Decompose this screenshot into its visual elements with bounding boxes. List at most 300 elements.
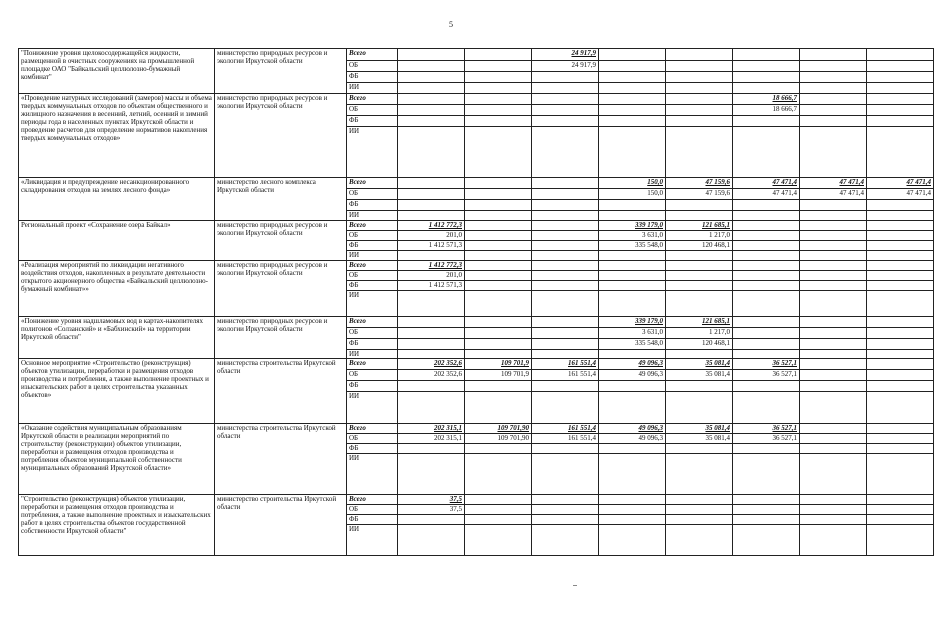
amount-cell [733, 339, 800, 350]
amount-cell [867, 454, 934, 495]
amount-cell [465, 211, 532, 221]
amount-cell [599, 515, 666, 525]
amount-cell: 35 081,4 [666, 424, 733, 434]
amount-cell [465, 241, 532, 251]
amount-cell [532, 178, 599, 189]
amount-cell [599, 61, 666, 72]
amount-cell: 1 217,0 [666, 231, 733, 241]
amount-cell [465, 505, 532, 515]
amount-cell [800, 328, 867, 339]
amount-cell: 161 551,4 [532, 424, 599, 434]
amount-cell [599, 381, 666, 392]
table-row [19, 424, 934, 434]
amount-cell [398, 211, 465, 221]
amount-cell [800, 525, 867, 556]
amount-cell [599, 392, 666, 424]
funding-source: ФБ [347, 515, 398, 525]
event-description: "Понижение уровня щелокосодержащейся жидкости, размещенной в очистных сооружениях на промышленной площадке ОАО "Байкальский целлюлозно-бумажный комбинат" [19, 49, 215, 94]
amount-cell: 202 315,1 [398, 434, 465, 444]
amount-cell [867, 370, 934, 381]
amount-cell: 36 527,1 [733, 370, 800, 381]
amount-cell [599, 281, 666, 291]
funding-source: ИИ [347, 525, 398, 556]
event-description: Основное мероприятие «Строительство (реконструкция) объектов утилизации, переработки и размещения отходов производства и потребления, а также выполнение проектных и изыскательских работ в целях строительства указанных объектов» [19, 359, 215, 424]
funding-source: ИИ [347, 291, 398, 317]
amount-cell [733, 328, 800, 339]
amount-cell [733, 350, 800, 359]
funding-source: Всего [347, 49, 398, 61]
amount-cell [800, 49, 867, 61]
amount-cell [867, 251, 934, 261]
table-row [19, 317, 934, 328]
amount-cell: 47 471,4 [800, 189, 867, 200]
amount-cell [398, 49, 465, 61]
amount-cell [666, 94, 733, 105]
amount-cell: 202 352,6 [398, 359, 465, 370]
table-row [19, 94, 934, 105]
amount-cell: 121 685,1 [666, 317, 733, 328]
amount-cell [465, 127, 532, 178]
amount-cell [532, 72, 599, 83]
amount-cell [867, 231, 934, 241]
amount-cell: 47 471,4 [733, 189, 800, 200]
amount-cell [867, 221, 934, 231]
amount-cell [867, 49, 934, 61]
amount-cell [532, 317, 599, 328]
amount-cell [867, 381, 934, 392]
amount-cell [666, 61, 733, 72]
amount-cell [800, 127, 867, 178]
amount-cell: 109 701,9 [465, 359, 532, 370]
amount-cell [599, 505, 666, 515]
amount-cell [599, 350, 666, 359]
amount-cell [599, 127, 666, 178]
funding-source: ИИ [347, 127, 398, 178]
amount-cell: 109 701,9 [465, 370, 532, 381]
amount-cell [398, 94, 465, 105]
amount-cell: 339 179,0 [599, 317, 666, 328]
amount-cell: 36 527,1 [733, 434, 800, 444]
amount-cell [800, 61, 867, 72]
amount-cell [666, 211, 733, 221]
funding-source: ОБ [347, 328, 398, 339]
amount-cell [599, 49, 666, 61]
amount-cell [733, 515, 800, 525]
amount-cell [465, 200, 532, 211]
amount-cell [867, 94, 934, 105]
amount-cell [867, 281, 934, 291]
amount-cell: 1 217,0 [666, 328, 733, 339]
amount-cell: 36 527,1 [733, 424, 800, 434]
amount-cell [800, 94, 867, 105]
amount-cell [867, 261, 934, 271]
table-row [19, 221, 934, 231]
amount-cell [733, 525, 800, 556]
responsible-executor: министерства строительства Иркутской области [215, 424, 347, 495]
amount-cell [599, 105, 666, 116]
amount-cell [532, 505, 599, 515]
amount-cell [532, 381, 599, 392]
amount-cell [733, 221, 800, 231]
amount-cell [398, 178, 465, 189]
responsible-executor: министерство строительства Иркутской области [215, 495, 347, 556]
amount-cell [800, 72, 867, 83]
budget-table [18, 48, 934, 556]
amount-cell [532, 281, 599, 291]
funding-source: Всего [347, 495, 398, 505]
amount-cell [599, 200, 666, 211]
amount-cell: 1 412 772,3 [398, 261, 465, 271]
amount-cell [465, 251, 532, 261]
amount-cell [733, 381, 800, 392]
amount-cell [867, 359, 934, 370]
funding-source: Всего [347, 424, 398, 434]
amount-cell [532, 231, 599, 241]
amount-cell [465, 392, 532, 424]
amount-cell: 1 412 571,3 [398, 241, 465, 251]
amount-cell [867, 328, 934, 339]
event-description: «Оказание содействия муниципальным образованиям Иркутской области в реализации мероприятий по строительству (реконструкции) объектов утилизации, переработки и размещения отходов производства и потребления объектов муниципальной собственности муниципальных образований Иркутской области» [19, 424, 215, 495]
funding-source: ОБ [347, 189, 398, 200]
amount-cell [398, 328, 465, 339]
event-description: «Понижение уровня надшламовых вод в картах-накопителях полигонов «Солзанский» и «Бабхинский» на территории Иркутской области" [19, 317, 215, 359]
amount-cell [398, 454, 465, 495]
amount-cell: 24 917,9 [532, 61, 599, 72]
amount-cell [599, 211, 666, 221]
amount-cell [800, 83, 867, 94]
amount-cell: 161 551,4 [532, 370, 599, 381]
amount-cell [800, 359, 867, 370]
funding-source: ИИ [347, 454, 398, 495]
amount-cell [398, 381, 465, 392]
amount-cell: 18 666,7 [733, 105, 800, 116]
amount-cell [733, 444, 800, 454]
amount-cell [666, 381, 733, 392]
amount-cell: 3 631,0 [599, 328, 666, 339]
funding-source: ИИ [347, 83, 398, 94]
funding-source: ИИ [347, 350, 398, 359]
amount-cell [800, 291, 867, 317]
amount-cell: 120 468,1 [666, 241, 733, 251]
amount-cell [398, 317, 465, 328]
amount-cell [733, 291, 800, 317]
amount-cell [867, 392, 934, 424]
amount-cell [465, 515, 532, 525]
amount-cell: 47 159,6 [666, 189, 733, 200]
amount-cell: 18 666,7 [733, 94, 800, 105]
table-row [19, 178, 934, 189]
amount-cell [599, 271, 666, 281]
amount-cell: 202 352,6 [398, 370, 465, 381]
amount-cell [465, 271, 532, 281]
amount-cell [599, 291, 666, 317]
amount-cell [800, 392, 867, 424]
amount-cell: 47 471,4 [867, 178, 934, 189]
funding-source: ФБ [347, 200, 398, 211]
amount-cell [465, 291, 532, 317]
funding-source: ФБ [347, 339, 398, 350]
amount-cell [398, 105, 465, 116]
amount-cell: 47 159,6 [666, 178, 733, 189]
amount-cell [666, 49, 733, 61]
amount-cell [465, 94, 532, 105]
amount-cell [733, 49, 800, 61]
amount-cell [867, 116, 934, 127]
amount-cell [465, 317, 532, 328]
amount-cell: 3 631,0 [599, 231, 666, 241]
amount-cell [867, 495, 934, 505]
amount-cell [867, 200, 934, 211]
amount-cell [465, 83, 532, 94]
amount-cell: 49 096,3 [599, 424, 666, 434]
amount-cell [666, 444, 733, 454]
amount-cell [800, 211, 867, 221]
amount-cell: 161 551,4 [532, 434, 599, 444]
amount-cell [733, 317, 800, 328]
amount-cell [867, 339, 934, 350]
amount-cell [733, 83, 800, 94]
amount-cell [532, 200, 599, 211]
amount-cell [800, 221, 867, 231]
amount-cell [398, 61, 465, 72]
amount-cell [532, 251, 599, 261]
amount-cell [800, 339, 867, 350]
table-row [19, 359, 934, 370]
amount-cell [800, 200, 867, 211]
amount-cell [733, 251, 800, 261]
amount-cell: 36 527,1 [733, 359, 800, 370]
amount-cell [599, 251, 666, 261]
amount-cell [599, 72, 666, 83]
amount-cell: 335 548,0 [599, 241, 666, 251]
amount-cell [666, 200, 733, 211]
amount-cell [398, 83, 465, 94]
funding-source: ФБ [347, 281, 398, 291]
amount-cell [867, 127, 934, 178]
amount-cell [666, 116, 733, 127]
amount-cell [398, 200, 465, 211]
amount-cell [666, 105, 733, 116]
funding-source: Всего [347, 221, 398, 231]
amount-cell [666, 525, 733, 556]
event-description: "Строительство (реконструкция) объектов утилизации, переработки и размещения отходов производства и потребления, а также выполнение проектных и изыскательских работ в целях строительства объектов государственной собственности Иркутской области" [19, 495, 215, 556]
amount-cell [465, 339, 532, 350]
amount-cell [599, 116, 666, 127]
amount-cell [800, 350, 867, 359]
amount-cell: 120 468,1 [666, 339, 733, 350]
amount-cell [733, 116, 800, 127]
amount-cell [532, 271, 599, 281]
amount-cell [733, 261, 800, 271]
amount-cell [532, 444, 599, 454]
amount-cell [398, 392, 465, 424]
event-description: Региональный проект «Сохранение озера Байкал» [19, 221, 215, 261]
amount-cell [800, 251, 867, 261]
responsible-executor: министерство природных ресурсов и экологии Иркутской области [215, 221, 347, 261]
amount-cell [465, 231, 532, 241]
amount-cell [733, 454, 800, 495]
amount-cell [398, 291, 465, 317]
funding-source: ОБ [347, 231, 398, 241]
funding-source: ОБ [347, 271, 398, 281]
amount-cell [465, 105, 532, 116]
amount-cell [599, 495, 666, 505]
amount-cell: 121 685,1 [666, 221, 733, 231]
amount-cell: 49 096,3 [599, 370, 666, 381]
amount-cell [465, 49, 532, 61]
amount-cell [465, 221, 532, 231]
responsible-executor: министерство природных ресурсов и экологии Иркутской области [215, 94, 347, 178]
funding-source: ФБ [347, 381, 398, 392]
responsible-executor: министерства строительства Иркутской области [215, 359, 347, 424]
amount-cell: 35 081,4 [666, 359, 733, 370]
amount-cell [666, 281, 733, 291]
amount-cell: 201,0 [398, 271, 465, 281]
event-description: «Проведение натурных исследований (замеров) массы и объема твердых коммунальных отходов по объектам общественного и жилищного назначения в весенний, летний, осенний и зимний периоды года в населенных пунктах Иркутской области и проведение расчетов для определение нормативов накопления твердых коммунальных отходов» [19, 94, 215, 178]
amount-cell [867, 61, 934, 72]
amount-cell [398, 116, 465, 127]
funding-source: ИИ [347, 211, 398, 221]
funding-source: ОБ [347, 434, 398, 444]
amount-cell [532, 189, 599, 200]
amount-cell: 202 315,1 [398, 424, 465, 434]
amount-cell [733, 241, 800, 251]
amount-cell [867, 317, 934, 328]
funding-source: ИИ [347, 251, 398, 261]
amount-cell [465, 72, 532, 83]
amount-cell [800, 281, 867, 291]
responsible-executor: министерство природных ресурсов и экологии Иркутской области [215, 49, 347, 94]
amount-cell [666, 505, 733, 515]
amount-cell [666, 83, 733, 94]
amount-cell [867, 350, 934, 359]
amount-cell [800, 444, 867, 454]
amount-cell [867, 241, 934, 251]
amount-cell: 37,5 [398, 495, 465, 505]
amount-cell [465, 444, 532, 454]
amount-cell [532, 339, 599, 350]
amount-cell [465, 116, 532, 127]
funding-source: ОБ [347, 105, 398, 116]
responsible-executor: министерство природных ресурсов и экологии Иркутской области [215, 261, 347, 317]
amount-cell [800, 231, 867, 241]
amount-cell [532, 495, 599, 505]
amount-cell [465, 495, 532, 505]
amount-cell: 150,0 [599, 189, 666, 200]
amount-cell [733, 127, 800, 178]
amount-cell [867, 105, 934, 116]
amount-cell [867, 434, 934, 444]
funding-source: ОБ [347, 505, 398, 515]
amount-cell [666, 392, 733, 424]
amount-cell [398, 72, 465, 83]
amount-cell [465, 454, 532, 495]
amount-cell [800, 317, 867, 328]
amount-cell: 1 412 571,3 [398, 281, 465, 291]
amount-cell: 150,0 [599, 178, 666, 189]
amount-cell [532, 454, 599, 495]
amount-cell [532, 525, 599, 556]
event-description: «Ликвидация и предупреждение несанкционированного складирования отходов на землях лесного фонда» [19, 178, 215, 221]
amount-cell [733, 271, 800, 281]
amount-cell [465, 178, 532, 189]
amount-cell [532, 105, 599, 116]
funding-source: Всего [347, 261, 398, 271]
amount-cell: 161 551,4 [532, 359, 599, 370]
amount-cell [867, 505, 934, 515]
amount-cell [599, 94, 666, 105]
amount-cell [666, 72, 733, 83]
amount-cell [532, 392, 599, 424]
amount-cell [398, 515, 465, 525]
amount-cell [800, 434, 867, 444]
amount-cell [532, 127, 599, 178]
amount-cell [398, 339, 465, 350]
amount-cell [666, 271, 733, 281]
amount-cell: 109 701,90 [465, 434, 532, 444]
amount-cell: 24 917,9 [532, 49, 599, 61]
amount-cell [532, 350, 599, 359]
amount-cell [398, 127, 465, 178]
table-row [19, 495, 934, 505]
amount-cell [733, 281, 800, 291]
funding-source: ОБ [347, 61, 398, 72]
amount-cell: 49 096,3 [599, 434, 666, 444]
amount-cell [867, 515, 934, 525]
table-row [19, 261, 934, 271]
amount-cell [800, 116, 867, 127]
amount-cell [733, 61, 800, 72]
amount-cell [465, 61, 532, 72]
amount-cell: 109 701,90 [465, 424, 532, 434]
amount-cell [800, 370, 867, 381]
amount-cell: 37,5 [398, 505, 465, 515]
amount-cell [800, 454, 867, 495]
amount-cell [532, 116, 599, 127]
amount-cell [867, 72, 934, 83]
amount-cell [398, 444, 465, 454]
amount-cell [599, 444, 666, 454]
amount-cell [532, 83, 599, 94]
amount-cell [733, 231, 800, 241]
amount-cell [599, 525, 666, 556]
amount-cell [666, 251, 733, 261]
amount-cell [666, 515, 733, 525]
amount-cell [800, 495, 867, 505]
amount-cell [867, 424, 934, 434]
amount-cell [465, 525, 532, 556]
amount-cell: 47 471,4 [800, 178, 867, 189]
amount-cell: 47 471,4 [733, 178, 800, 189]
amount-cell [867, 211, 934, 221]
amount-cell [867, 291, 934, 317]
amount-cell [733, 392, 800, 424]
amount-cell [800, 505, 867, 515]
table-row [19, 49, 934, 61]
responsible-executor: министерство лесного комплекса Иркутской области [215, 178, 347, 221]
funding-source: Всего [347, 178, 398, 189]
amount-cell: 335 548,0 [599, 339, 666, 350]
amount-cell [800, 105, 867, 116]
amount-cell [733, 72, 800, 83]
amount-cell: 1 412 772,3 [398, 221, 465, 231]
amount-cell [532, 211, 599, 221]
funding-source: ФБ [347, 72, 398, 83]
amount-cell: 49 096,3 [599, 359, 666, 370]
amount-cell [398, 189, 465, 200]
amount-cell [733, 200, 800, 211]
amount-cell: 47 471,4 [867, 189, 934, 200]
